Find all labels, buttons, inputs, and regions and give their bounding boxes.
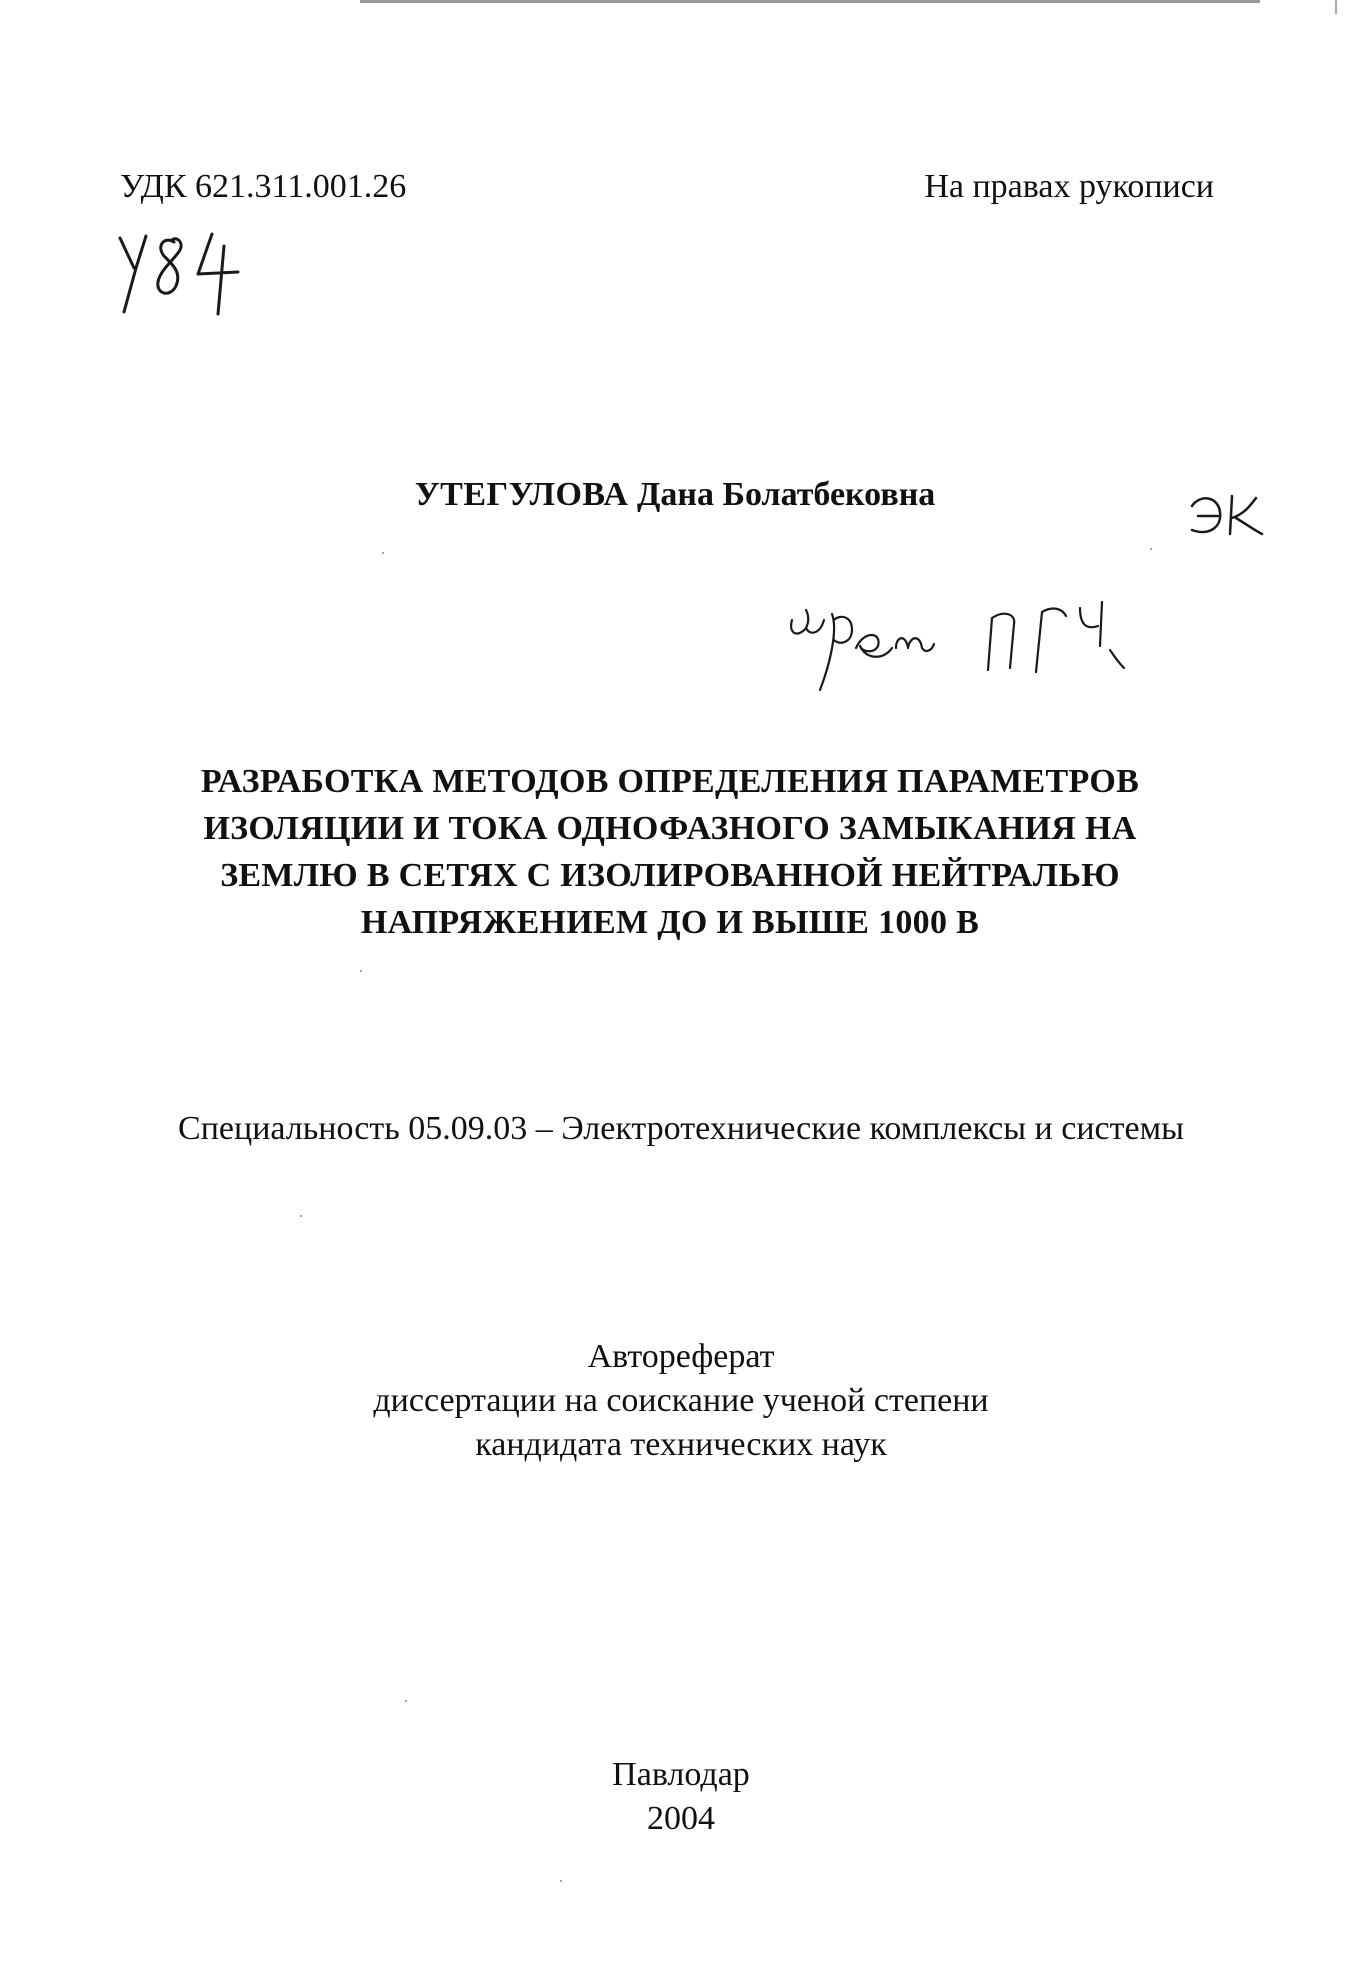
handwritten-shelf-mark	[112, 228, 252, 316]
author-given-names: Дана Болатбековна	[636, 476, 936, 513]
place-and-year	[0, 1753, 1362, 1841]
title-line: ИЗОЛЯЦИИ И ТОКА ОДНОФАЗНОГО ЗАМЫКАНИЯ НА	[203, 810, 1137, 847]
title-line: НАПРЯЖЕНИЕМ ДО И ВЫШЕ 1000 В	[360, 904, 980, 941]
specialty-line: Специальность 05.09.03 – Электротехнические комплексы и системы	[178, 1110, 1184, 1147]
scan-speck	[1150, 548, 1152, 550]
author-surname: УТЕГУЛОВА	[414, 476, 629, 513]
udk-code: УДК 621.311.001.26	[120, 168, 407, 205]
title-line: РАЗРАБОТКА МЕТОДОВ ОПРЕДЕЛЕНИЯ ПАРАМЕТРОВ	[200, 763, 1140, 800]
scan-speck	[300, 1215, 302, 1217]
abstract-line: диссертации на соискание ученой степени	[373, 1382, 989, 1419]
scan-speck	[382, 552, 384, 554]
abstract-line: Автореферат	[587, 1338, 775, 1375]
handwritten-signature-note	[780, 590, 1140, 700]
handwritten-corner-mark	[1186, 490, 1266, 542]
scan-edge-mark	[360, 0, 1260, 3]
abstract-block	[0, 1335, 1362, 1467]
scan-edge-mark	[1335, 0, 1337, 14]
abstract-line: кандидата технических наук	[475, 1426, 887, 1463]
city: Павлодар	[612, 1756, 750, 1793]
rights-note: На правах рукописи	[924, 168, 1214, 205]
scan-speck	[405, 1700, 407, 1702]
year: 2004	[647, 1800, 715, 1837]
scan-speck	[360, 970, 362, 972]
dissertation-title	[80, 758, 1260, 946]
scan-speck	[560, 1880, 562, 1882]
title-line: ЗЕМЛЮ В СЕТЯХ С ИЗОЛИРОВАННОЙ НЕЙТРАЛЬЮ	[220, 857, 1120, 894]
author-name	[0, 476, 1362, 514]
